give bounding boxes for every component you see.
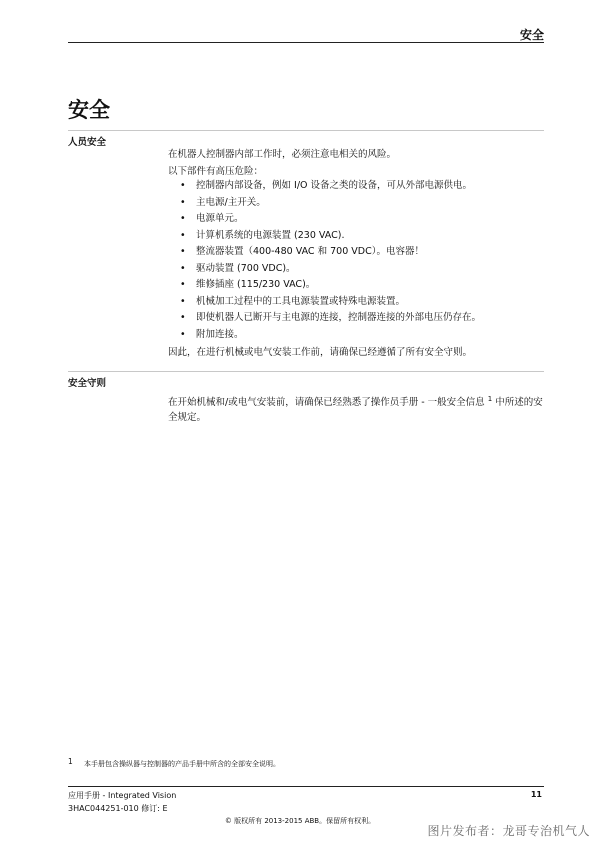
- list-item: • 主电源/主开关。: [180, 195, 481, 212]
- safety-rules-text-after: 中所述的安全规定。: [168, 397, 543, 424]
- safety-rules-text-before: 在开始机械和/或电气安装前，请确保已经熟悉了操作员手册 - 一般安全信息: [168, 397, 488, 409]
- page-title: 安全: [68, 98, 110, 122]
- list-item: • 附加连接。: [180, 327, 481, 344]
- list-item: • 电源单元。: [180, 211, 481, 228]
- hazard-intro: 以下部件有高压危险：: [168, 166, 264, 177]
- list-item: • 驱动装置 (700 VDC)。: [180, 261, 481, 278]
- personnel-safety-intro: 在机器人控制器内部工作时，必须注意电相关的风险。: [168, 149, 397, 160]
- list-item: • 计算机系统的电源装置 (230 VAC).: [180, 228, 481, 245]
- hazard-list: [180, 178, 481, 343]
- personnel-safety-conclusion: 因此，在进行机械或电气安装工作前，请确保已经遵循了所有安全守则。: [168, 347, 473, 358]
- section-divider-safety-rules: [68, 371, 544, 372]
- footer-manual-title: 应用手册 - Integrated Vision: [68, 791, 177, 800]
- header-rule: [68, 42, 544, 43]
- footer-document-id: 3HAC044251-010 修订: E: [68, 804, 168, 813]
- section-divider-personnel: [68, 130, 544, 131]
- section-label-safety-rules: 安全守则: [68, 378, 107, 389]
- list-item: • 机械加工过程中的工具电源装置或特殊电源装置。: [180, 294, 481, 311]
- list-item: • 维修插座 (115/230 VAC)。: [180, 277, 481, 294]
- header-section-title: 安全: [519, 28, 544, 42]
- copyright-notice: © 版权所有 2013-2015 ABB。保留所有权利。: [224, 817, 376, 825]
- footnote-reference: 1: [487, 395, 493, 403]
- safety-rules-text: [168, 392, 546, 425]
- list-item: • 整流器装置（400-480 VAC 和 700 VDC）。电容器！: [180, 244, 481, 261]
- footnote-text: 本手册包含操纵器与控制器的产品手册中所含的全部安全说明。: [84, 760, 280, 768]
- list-item: • 控制器内部设备，例如 I/O 设备之类的设备，可从外部电源供电。: [180, 178, 481, 195]
- list-item: • 即使机器人已断开与主电源的连接，控制器连接的外部电压仍存在。: [180, 310, 481, 327]
- section-label-personnel-safety: 人员安全: [68, 137, 107, 148]
- footnote-mark: 1: [68, 757, 73, 766]
- watermark-text: 图片发布者：龙哥专治机气人: [427, 824, 590, 838]
- footer-rule: [68, 786, 544, 787]
- page-number: 11: [530, 790, 542, 799]
